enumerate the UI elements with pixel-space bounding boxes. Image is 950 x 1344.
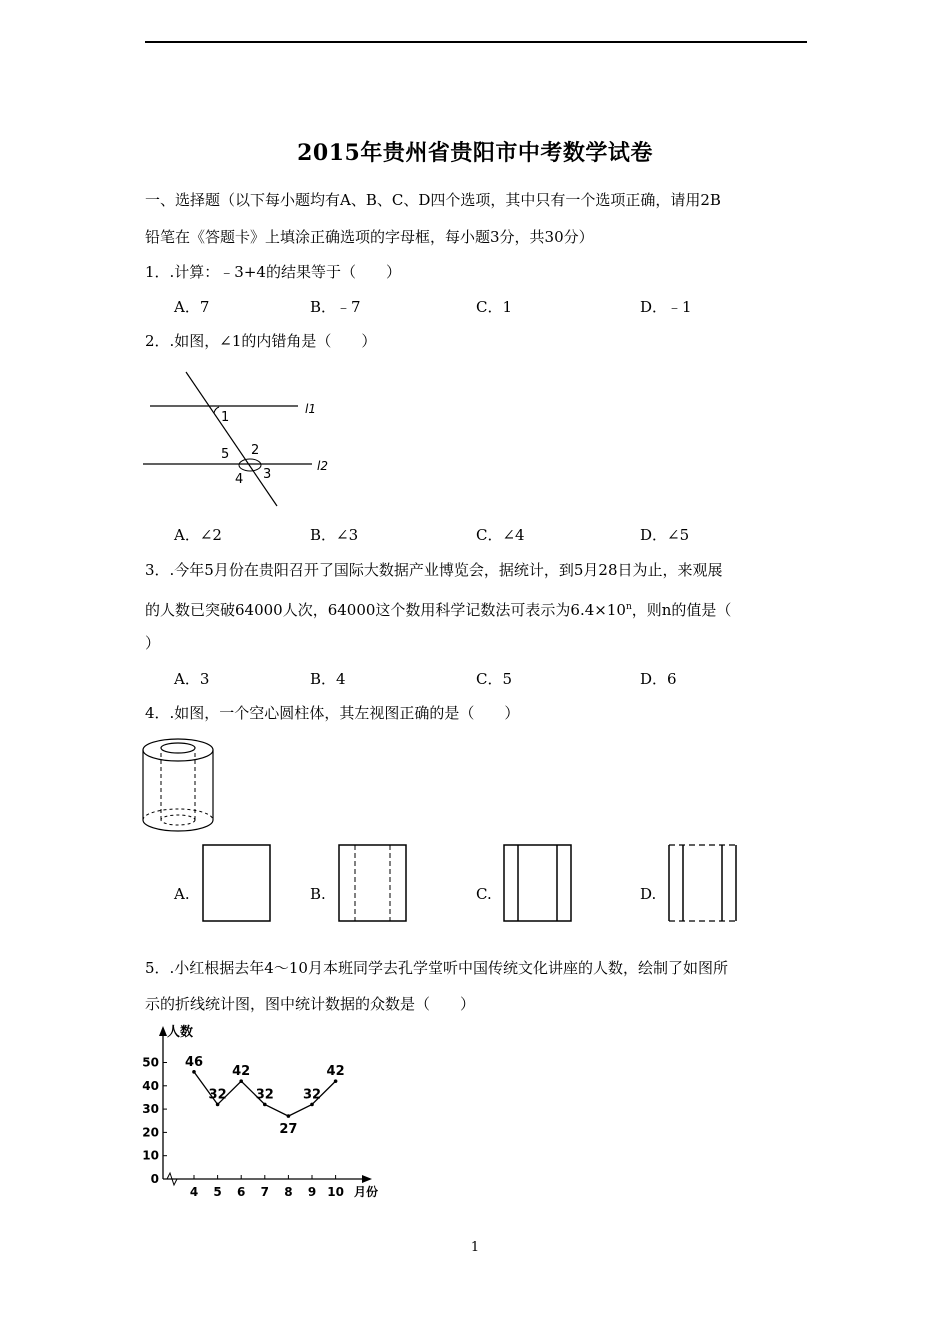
y-tick-label: 20 xyxy=(142,1125,159,1140)
q3-line2: 的人数已突破64000人次，64000这个数用科学记数法可表示为$6.4\times 10^n$，则n的值是（ xyxy=(145,601,732,619)
angle-label-3: 3 xyxy=(263,467,272,482)
data-point xyxy=(263,1103,267,1107)
q4-option-d-figure[interactable] xyxy=(668,844,738,922)
q1-option-d[interactable]: D．﹣1 xyxy=(640,298,692,316)
x-tick-label: 9 xyxy=(307,1185,317,1199)
x-axis-arrow xyxy=(362,1175,372,1183)
section-intro-line2: 铅笔在《答题卡》上填涂正确选项的字母框，每小题3分，共30分） xyxy=(145,228,594,246)
page-title: 2015年贵州省贵阳市中考数学试卷 xyxy=(297,140,653,166)
q1-stem: 1．.计算：﹣3+4的结果等于（ ） xyxy=(145,263,401,281)
q4-option-b-figure[interactable] xyxy=(338,844,408,922)
q2-option-d[interactable]: D．∠5 xyxy=(640,526,690,544)
q5-line2: 示的折线统计图，图中统计数据的众数是（ ） xyxy=(145,995,476,1013)
q4-option-d-label[interactable]: D. xyxy=(640,885,657,903)
y-axis-arrow xyxy=(159,1026,167,1036)
q3-option-b[interactable]: B．4 xyxy=(310,670,346,688)
data-label: 32 xyxy=(208,1087,227,1103)
q4-option-c-label[interactable]: C. xyxy=(476,885,492,903)
y-tick-label: 40 xyxy=(142,1078,159,1093)
data-label: 42 xyxy=(232,1064,251,1080)
q4-stem: 4．.如图，一个空心圆柱体，其左视图正确的是（ ） xyxy=(145,704,520,722)
q3-line1: 3．.今年5月份在贵阳召开了国际大数据产业博览会，据统计，到5月28日为止，来观展 xyxy=(145,561,723,579)
x-axis-label: 月份 xyxy=(354,1185,379,1199)
q4-option-a-label[interactable]: A. xyxy=(174,885,190,903)
q1-option-b[interactable]: B．﹣7 xyxy=(310,298,361,316)
line-label-l1: l1 xyxy=(305,402,316,416)
q4-option-a-figure[interactable] xyxy=(202,844,272,922)
y-tick-label: 30 xyxy=(142,1102,159,1117)
data-point xyxy=(216,1103,220,1107)
q4-option-b-label[interactable]: B. xyxy=(310,885,326,903)
x-tick-label: 8 xyxy=(284,1185,293,1199)
data-point xyxy=(334,1079,338,1083)
q1-option-c[interactable]: C．1 xyxy=(476,298,513,316)
y-tick-label: 0 xyxy=(150,1172,159,1186)
q2-option-b[interactable]: B．∠3 xyxy=(310,526,359,544)
section-intro-line1: 一、选择题（以下每小题均有A、B、C、D四个选项，其中只有一个选项正确，请用2B xyxy=(145,191,721,209)
q2-option-a[interactable]: A．∠2 xyxy=(174,526,222,544)
angle-label-5: 5 xyxy=(221,447,230,462)
q5-line-chart xyxy=(140,1022,400,1202)
angle-label-2: 2 xyxy=(251,443,260,458)
y-axis-label: 人数 xyxy=(167,1025,194,1040)
q2-figure xyxy=(140,365,340,510)
q3-line3: ） xyxy=(145,634,161,652)
x-tick-label: 6 xyxy=(237,1185,246,1199)
line-label-l2: l2 xyxy=(317,459,328,473)
angle-label-1: 1 xyxy=(221,410,230,425)
q2-stem: 2．.如图，∠1的内错角是（ ） xyxy=(145,332,377,350)
q1-option-a[interactable]: A．7 xyxy=(174,298,210,316)
data-point xyxy=(287,1114,291,1118)
angle-label-4: 4 xyxy=(235,472,244,487)
data-label: 42 xyxy=(326,1064,345,1080)
x-tick-label: 5 xyxy=(213,1185,222,1199)
y-tick-label: 10 xyxy=(142,1148,159,1163)
data-label: 27 xyxy=(279,1122,298,1138)
data-label: 32 xyxy=(255,1087,274,1103)
data-point xyxy=(310,1103,314,1107)
x-tick-label: 7 xyxy=(260,1185,269,1199)
q4-cylinder-figure xyxy=(140,735,220,835)
data-label: 32 xyxy=(302,1087,322,1103)
data-point xyxy=(192,1070,196,1074)
q3-option-a[interactable]: A．3 xyxy=(174,670,210,688)
q5-line1: 5．.小红根据去年4～10月本班同学去孔学堂听中国传统文化讲座的人数，绘制了如图所 xyxy=(145,959,728,977)
x-tick-label: 4 xyxy=(189,1185,199,1199)
x-tick-label: 10 xyxy=(327,1185,344,1199)
q3-option-c[interactable]: C．5 xyxy=(476,670,513,688)
data-label: 46 xyxy=(184,1054,204,1070)
q3-option-d[interactable]: D．6 xyxy=(640,670,677,688)
data-point xyxy=(239,1079,243,1083)
page-number: 1 xyxy=(470,1240,480,1255)
q2-option-c[interactable]: C．∠4 xyxy=(476,526,525,544)
q4-option-c-figure[interactable] xyxy=(503,844,573,922)
y-tick-label: 50 xyxy=(142,1055,159,1070)
header-rule xyxy=(145,41,807,43)
